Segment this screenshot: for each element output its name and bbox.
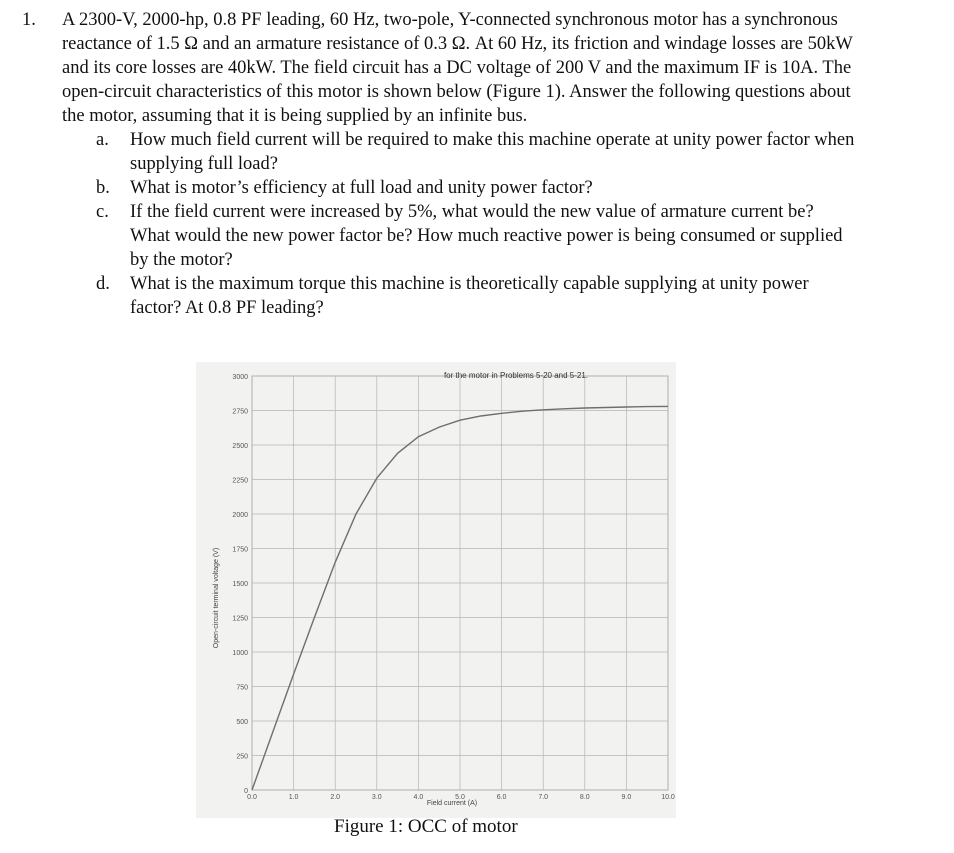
subquestion-label: a. [96,130,109,150]
subquestion-text: What is the maximum torque this machine is theoretically capable supplying at unity power factor? At 0.8 PF leading? [130,274,809,318]
subquestion-text: If the field current were increased by 5%, what would the new value of armature current be? What would the new power factor be? How much reactive power is being consumed or supplied by the motor? [130,202,843,270]
chart-grid [252,376,668,790]
subquestion-label: b. [96,178,110,198]
subquestion-text: What is motor’s efficiency at full load and unity power factor? [130,178,593,198]
x-tick-label: 9.0 [621,794,632,801]
y-tick-label: 1250 [232,615,248,623]
chart-title: for the motor in Problems 5-20 and 5-21. [443,371,589,380]
x-tick-label: 2.0 [330,794,341,801]
subquestion-d [88,272,858,320]
subquestion-a [88,128,858,176]
subquestion-c [88,200,858,272]
y-tick-label: 500 [236,719,248,726]
y-tick-label: 250 [236,753,248,761]
x-tick-label: 1.0 [288,794,299,801]
problem-statement: A 2300-V, 2000-hp, 0.8 PF leading, 60 Hz, two-pole, Y-connected synchronous motor has a synchronous reactance of 1.5 Ω and an armature resistance of 0.3 Ω. At 60 Hz, its friction and windage losses are 50kW and its core losses are 40kW. The field circuit has a DC voltage of 200 V and the maximum IF is 10A. The open-circuit characteristics of this motor is shown below (Figure 1). Answer the following questions about the motor, assuming that it is being supplied by an infinite bus. [62,10,853,126]
subquestion-label: d. [96,274,110,294]
y-tick-label: 2500 [232,443,248,450]
subquestion-label: c. [96,202,109,222]
subquestion-b [88,176,858,200]
chart-ticks [232,374,674,801]
y-tick-label: 0 [244,788,248,795]
subquestion-list [88,128,858,320]
y-tick-label: 1500 [232,581,248,588]
problem-block [22,8,922,320]
y-tick-label: 2250 [232,477,248,485]
x-tick-label: 6.0 [496,794,507,801]
problem-number: 1. [22,10,36,30]
occ-figure [196,362,676,818]
x-tick-label: 3.0 [371,794,382,801]
figure-caption: Figure 1: OCC of motor [334,816,518,837]
occ-chart [196,362,676,818]
y-tick-label: 2750 [232,408,248,416]
y-tick-label: 750 [236,684,248,692]
x-axis-label: Field current (A) [426,800,478,807]
x-tick-label: 4.0 [413,794,424,801]
y-tick-label: 1000 [232,650,248,657]
y-tick-label: 3000 [232,374,248,381]
x-tick-label: 8.0 [579,794,590,801]
y-axis-label: Open-circuit terminal voltage (V) [213,547,220,649]
y-tick-label: 2000 [232,512,248,519]
subquestion-text: How much field current will be required to make this machine operate at unity power factor when supplying full load? [130,130,855,174]
x-tick-label: 0.0 [247,794,257,801]
y-tick-label: 1750 [232,546,248,554]
x-tick-label: 7.0 [538,794,549,801]
x-tick-label: 5.0 [455,794,465,801]
x-tick-label: 10.0 [661,794,675,801]
